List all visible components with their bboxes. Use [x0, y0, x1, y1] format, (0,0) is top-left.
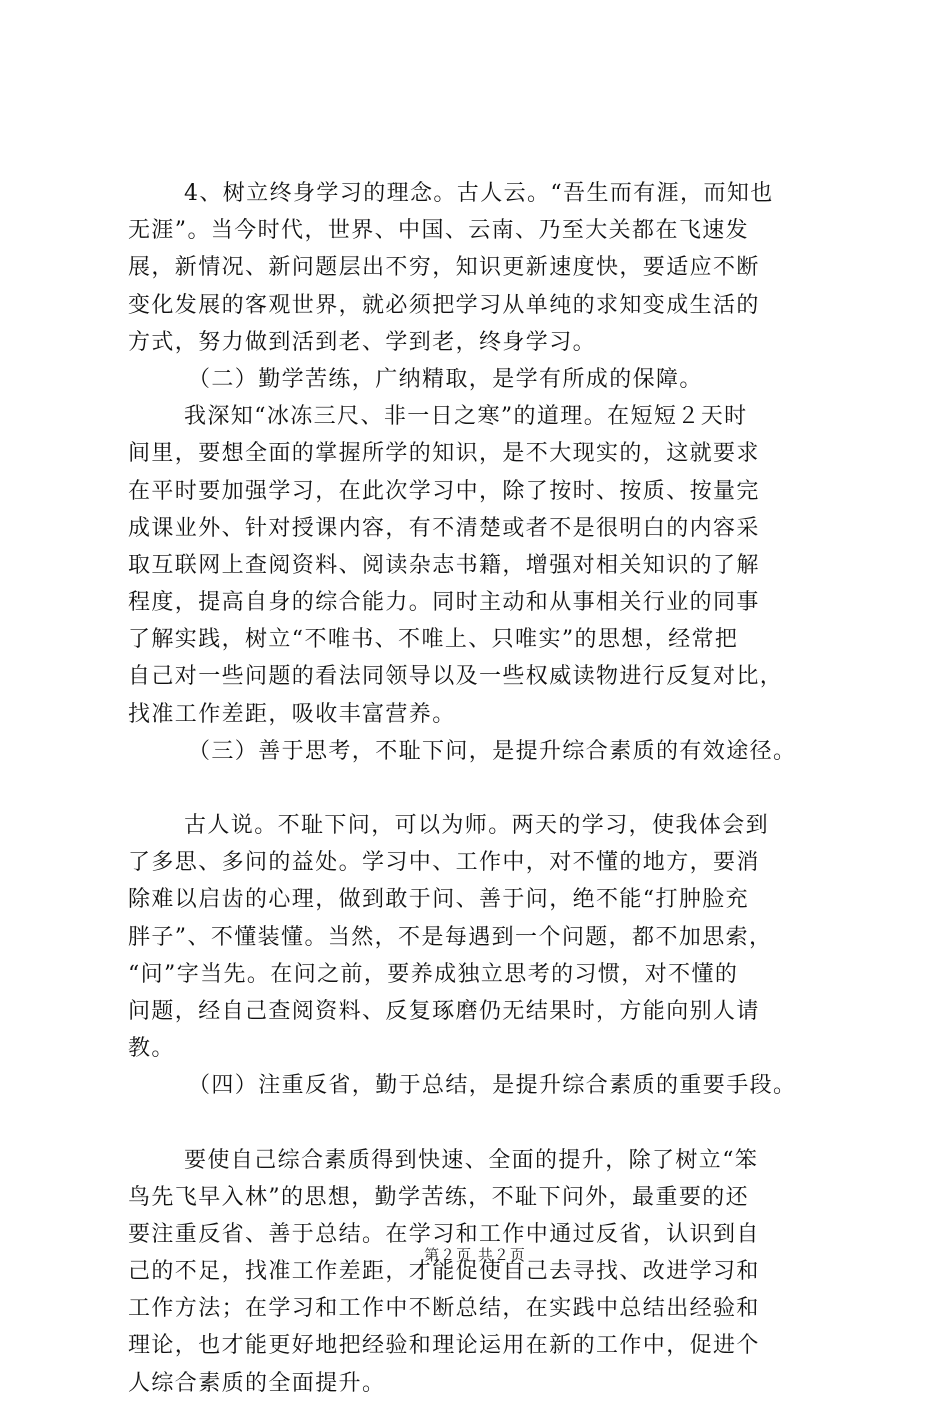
paragraph-line: “问”字当先。在问之前，要养成独立思考的习惯，对不懂的 — [128, 961, 739, 987]
paragraph-line: 我深知“冰冻三尺、非一日之寒”的道理。在短短２天时 — [184, 404, 748, 430]
paragraph-line: 要注重反省、善于总结。在学习和工作中通过反省，认识到自 — [128, 1221, 760, 1247]
blank-line — [128, 770, 834, 807]
paragraph-line: 鸟先飞早入林”的思想，勤学苦练，不耻下问外，最重要的还 — [128, 1184, 750, 1210]
paragraph-line: 问题，经自己查阅资料、反复琢磨仍无结果时，方能向别人请 — [128, 998, 760, 1024]
paragraph-line: 除难以启齿的心理，做到敢于问、善于问，绝不能“打肿脸充 — [128, 887, 750, 913]
paragraph-line: 古人说。不耻下问，可以为师。两天的学习，使我体会到 — [184, 813, 770, 838]
section-heading: （二）勤学苦练，广纳精取，是学有所成的保障。 — [188, 366, 703, 392]
paragraph-line: 变化发展的客观世界，就必须把学习从单纯的求知变成生活的 — [128, 292, 760, 318]
paragraph-line: 教。 — [128, 1036, 175, 1062]
paragraph-line: 人综合素质的全面提升。 — [128, 1370, 386, 1396]
paragraph-line: 要使自己综合素质得到快速、全面的提升，除了树立“笨 — [184, 1147, 759, 1173]
paragraph-line: 成课业外、针对授课内容，有不清楚或者不是很明白的内容采 — [128, 515, 760, 541]
section-heading: （三）善于思考，不耻下问，是提升综合素质的有效途径。 — [188, 738, 797, 764]
page-footer — [0, 1244, 950, 1265]
section-heading: （四）注重反省，勤于总结，是提升综合素质的重要手段。 — [188, 1073, 797, 1099]
paragraph-line: 取互联网上查阅资料、阅读杂志书籍，增强对相关知识的了解 — [128, 552, 760, 578]
paragraph-line: 工作方法；在学习和工作中不断总结，在实践中总结出经验和 — [128, 1296, 760, 1322]
paragraph-line: 方式，努力做到活到老、学到老，终身学习。 — [128, 329, 597, 355]
paragraph-line: 了解实践，树立“不唯书、不唯上、只唯实”的思想，经常把 — [128, 627, 739, 653]
paragraph-line: 了多思、多问的益处。学习中、工作中，对不懂的地方，要消 — [128, 850, 760, 876]
paragraph-line: 己的不足，找准工作差距，才能促使自己去寻找、改进学习和 — [128, 1259, 760, 1285]
paragraph-line: 展，新情况、新问题层出不穷，知识更新速度快，要适应不断 — [128, 255, 760, 281]
paragraph-line: 自己对一些问题的看法同领导以及一些权威读物进行反复对比， — [128, 664, 784, 690]
document-body — [128, 175, 834, 1402]
blank-line — [128, 1105, 834, 1142]
paragraph-line: 胖子”、不懂装懂。当然，不是每遇到一个问题，都不加思索， — [128, 924, 773, 950]
paragraph-line: 间里，要想全面的掌握所学的知识，是不大现实的，这就要求 — [128, 441, 760, 467]
paragraph-line: 程度，提高自身的综合能力。同时主动和从事相关行业的同事 — [128, 590, 760, 616]
paragraph-line: 无涯”。当今时代，世界、中国、云南、乃至大关都在飞速发 — [128, 218, 750, 244]
paragraph-line: 在平时要加强学习，在此次学习中，除了按时、按质、按量完 — [128, 478, 760, 504]
paragraph-line: 4、树立终身学习的理念。古人云。“吾生而有涯，而知也 — [184, 181, 774, 206]
page-number: 第２页 共２页 — [424, 1246, 526, 1264]
paragraph-line: 理论，也才能更好地把经验和理论运用在新的工作中，促进个 — [128, 1333, 760, 1359]
paragraph-line: 找准工作差距，吸收丰富营养。 — [128, 701, 456, 727]
